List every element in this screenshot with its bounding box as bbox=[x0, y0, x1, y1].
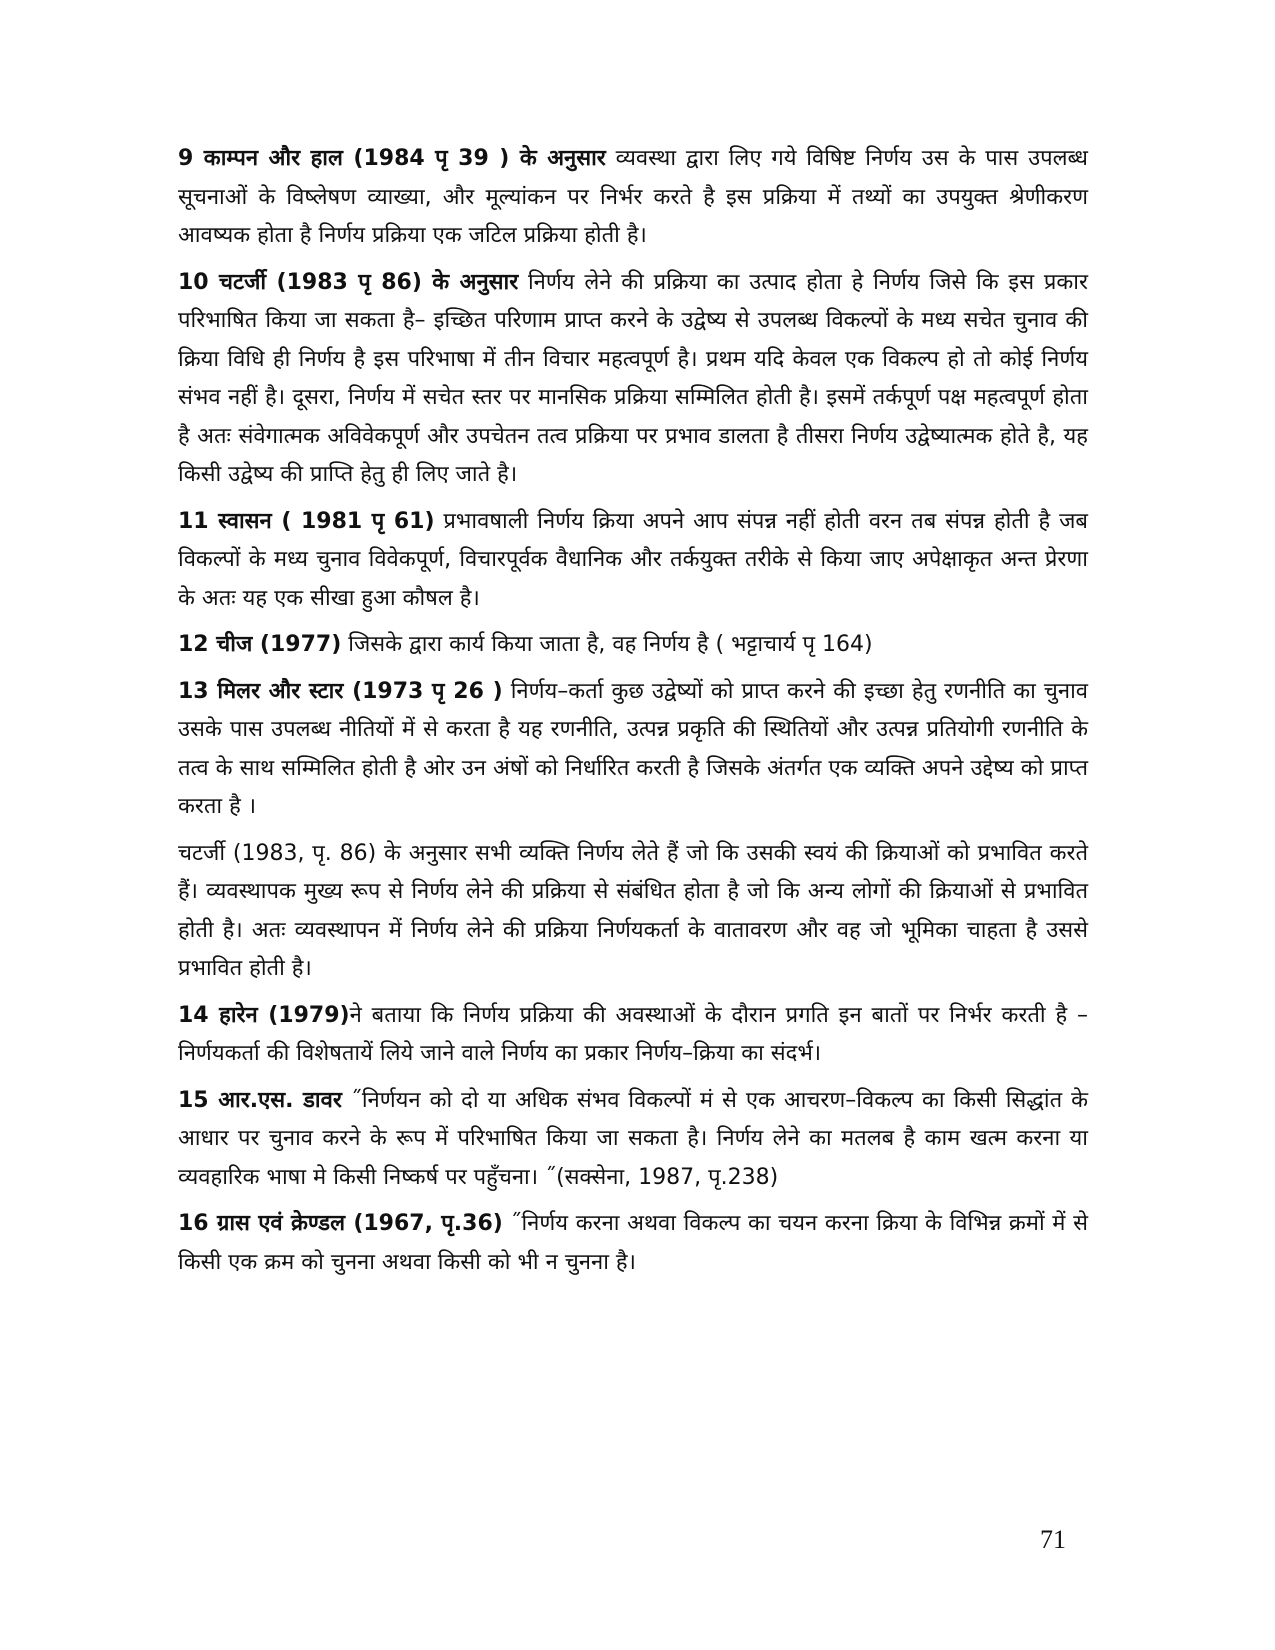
paragraph-heading: 10 चटर्जी (1983 पृ 86) के अनुसार bbox=[178, 269, 519, 295]
paragraph-14 bbox=[178, 997, 1088, 1074]
paragraph-12 bbox=[178, 626, 1088, 665]
paragraph-heading: 12 चीज (1977) bbox=[178, 632, 342, 657]
paragraph-text: निर्णय–कर्ता कुछ उद्वेष्यों को प्राप्त करने की इच्छा हेतु रणनीति का चुनाव उसके पास उपलब्ध नीतियों में से करता है यह रणनीति, उत्पन्न प्रकृति की स्थितियों और उत्पन्न प्रतियोगी रणनीति के तत्व के साथ सम्मिलित होती है ओर उन अंषों को निर्धारित करती है जिसके अंतर्गत एक व्यक्ति अपने उद्देष्य को प्राप्त करता है । bbox=[178, 678, 1088, 819]
paragraph-13 bbox=[178, 673, 1088, 827]
paragraph-heading: 14 हारेन (1979) bbox=[178, 1002, 350, 1028]
paragraph-16 bbox=[178, 1205, 1088, 1282]
paragraph-text: व्यवस्था द्वारा लिए गये विषिष्ट निर्णय उस के पास उपलब्ध सूचनाओं के विष्लेषण व्याख्या, और मूल्यांकन पर निर्भर करते है इस प्रक्रिया में तथ्यों का उपयुक्त श्रेणीकरण आवष्यक होता है निर्णय प्रक्रिया एक जटिल प्रक्रिया होती है। bbox=[178, 146, 1088, 248]
page-number: 71 bbox=[1040, 1525, 1066, 1554]
paragraph-heading: 16 ग्रास एवं क्रेण्डल (1967, पृ.36) bbox=[178, 1211, 503, 1236]
paragraph-chatterjee bbox=[178, 835, 1088, 989]
paragraph-10 bbox=[178, 264, 1088, 495]
paragraph-text: ˝निर्णय करना अथवा विकल्प का चयन करना क्रिया के विभिन्न क्रमों में से किसी एक क्रम को चुनना अथवा किसी को भी न चुनना है। bbox=[178, 1211, 1088, 1275]
paragraph-text: ने बताया कि निर्णय प्रक्रिया की अवस्थाओं के दौरान प्रगति इन बातों पर निर्भर करती है – निर्णयकर्ता की विशेषतायें लिये जाने वाले निर्णय का प्रकार निर्णय–क्रिया का संदर्भ। bbox=[178, 1002, 1088, 1066]
paragraph-text: चटर्जी (1983, पृ. 86) के अनुसार सभी व्यक्ति निर्णय लेते हैं जो कि उसकी स्वयं की क्रियाओं को प्रभावित करते हैं। व्यवस्थापक मुख्य रूप से निर्णय लेने की प्रक्रिया से संबंधित होता है जो कि अन्य लोगों की क्रियाओं से प्रभावित होती है। अतः व्यवस्थापन में निर्णय लेने की प्रक्रिया निर्णयकर्ता के वातावरण और वह जो भूमिका चाहता है उससे प्रभावित होती है। bbox=[178, 840, 1088, 981]
paragraph-text: निर्णय लेने की प्रक्रिया का उत्पाद होता हे निर्णय जिसे कि इस प्रकार परिभाषित किया जा सकता है– इच्छित परिणाम प्राप्त करने के उद्वेष्य से उपलब्ध विकल्पों के मध्य सचेत चुनाव की क्रिया विधि ही निर्णय है इस परिभाषा में तीन विचार महत्वपूर्ण है। प्रथम यदि केवल एक विकल्प हो तो कोई निर्णय संभव नहीं है। दूसरा, निर्णय में सचेत स्तर पर मानसिक प्रक्रिया सम्मिलित होती है। इसमें तर्कपूर्ण पक्ष महत्वपूर्ण होता है अतः संवेगात्मक अविवेकपूर्ण और उपचेतन तत्व प्रक्रिया पर प्रभाव डालता है तीसरा निर्णय उद्वेष्यात्मक होते है, यह किसी उद्वेष्य की प्राप्ति हेतु ही लिए जाते है। bbox=[178, 269, 1088, 487]
paragraph-text: ˝निर्णयन को दो या अधिक संभव विकल्पों मं से एक आचरण–विकल्प का किसी सिद्धांत के आधार पर चुनाव करने के रूप में परिभाषित किया जा सकता है। निर्णय लेने का मतलब है काम खत्म करना या व्यवहारिक भाषा मे किसी निष्कर्ष पर पहुँचना। ˝(सक्सेना, 1987, पृ.238) bbox=[178, 1087, 1088, 1190]
paragraph-heading: 15 आर.एस. डावर bbox=[178, 1087, 342, 1113]
paragraph-11 bbox=[178, 503, 1088, 619]
paragraph-heading: 11 स्वासन ( 1981 पृ 61) bbox=[178, 508, 435, 534]
paragraph-heading: 9 काम्पन और हाल (1984 पृ 39 ) के अनुसार bbox=[178, 146, 606, 171]
paragraph-text: प्रभावषाली निर्णय क्रिया अपने आप संपन्न नहीं होती वरन तब संपन्न होती है जब विकल्पों के मध्य चुनाव विवेकपूर्ण, विचारपूर्वक वैधानिक और तर्कयुक्त तरीके से किया जाए अपेक्षाकृत अन्त प्रेरणा के अतः यह एक सीखा हुआ कौषल है। bbox=[178, 508, 1088, 611]
paragraph-text: जिसके द्वारा कार्य किया जाता है, वह निर्णय है ( भट्टाचार्य पृ 164) bbox=[341, 632, 873, 657]
document-body bbox=[178, 140, 1088, 1290]
paragraph-15 bbox=[178, 1082, 1088, 1198]
paragraph-9 bbox=[178, 140, 1088, 256]
paragraph-heading: 13 मिलर और स्टार (1973 पृ 26 ) bbox=[178, 678, 503, 704]
